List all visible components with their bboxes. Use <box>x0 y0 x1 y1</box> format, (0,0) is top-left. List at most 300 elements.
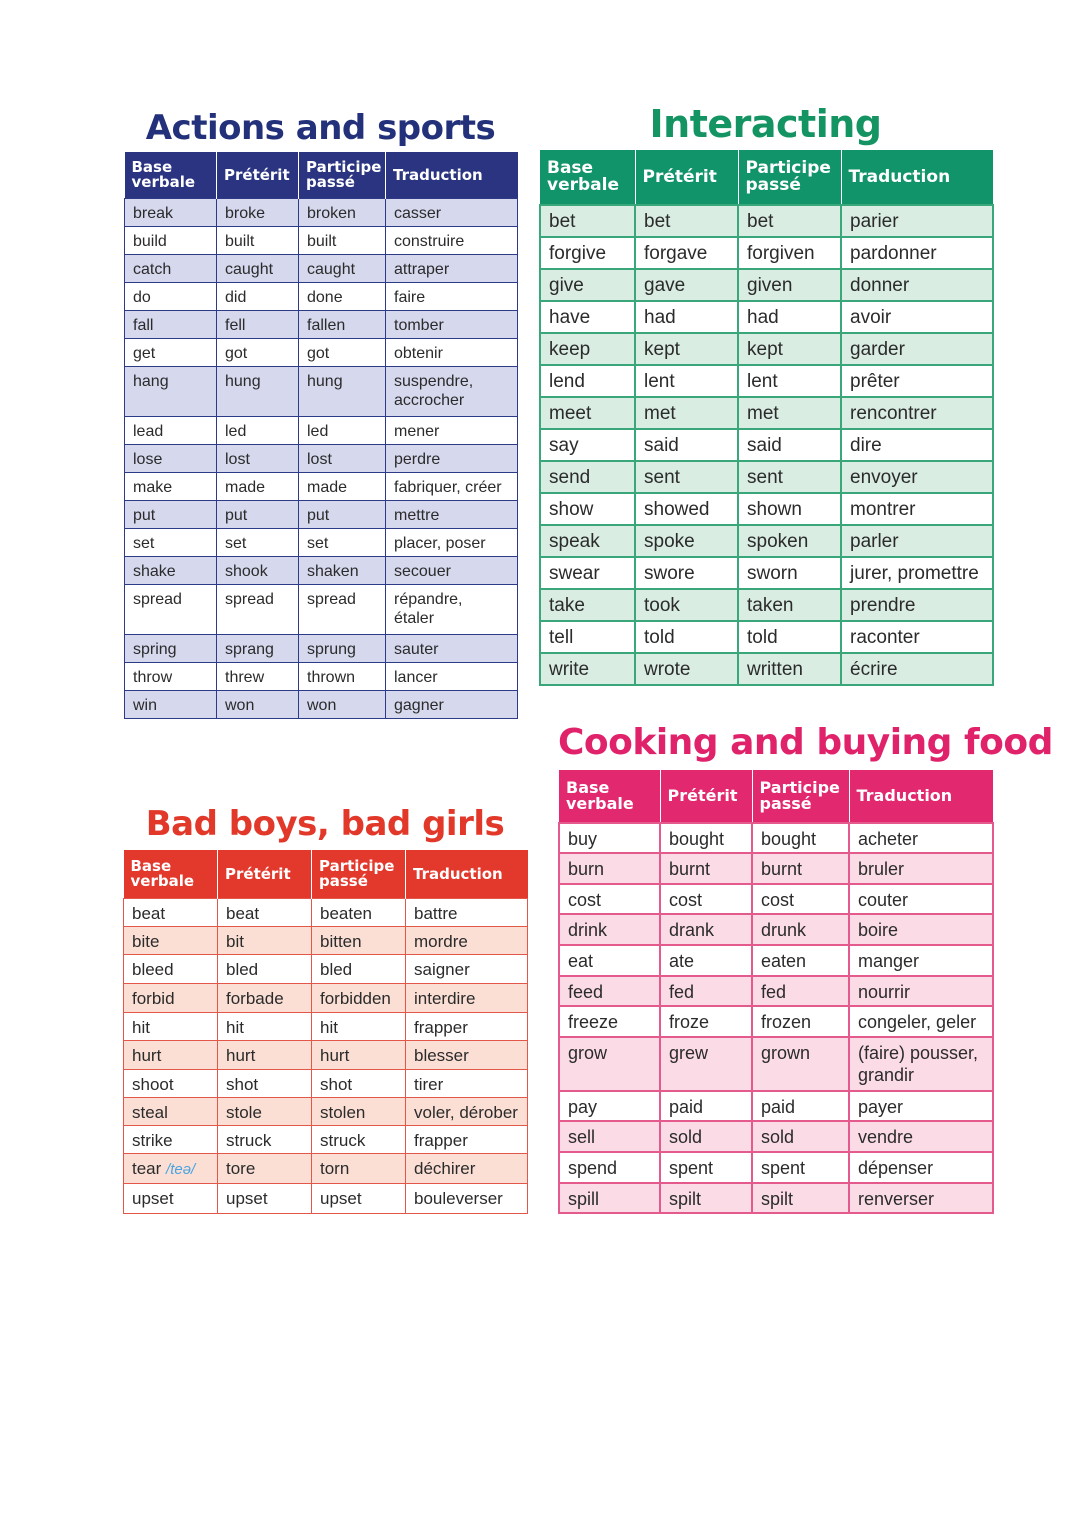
cell-text: dire <box>850 435 882 456</box>
translation-cell <box>386 473 518 501</box>
base-verb-cell <box>124 927 218 955</box>
base-verb-cell <box>559 1006 660 1037</box>
base-verb-cell <box>540 365 635 397</box>
base-verb-cell <box>540 557 635 589</box>
translation-cell <box>386 311 518 339</box>
table-row <box>559 1152 993 1183</box>
cell-text: taken <box>747 595 794 616</box>
table-row <box>125 227 518 255</box>
cell-text: cost <box>669 890 703 910</box>
header-participe-passe: Participe passé <box>738 150 841 205</box>
table-row <box>559 1006 993 1037</box>
translation-cell <box>386 691 518 719</box>
cell-text: bruler <box>858 859 905 879</box>
cell-text: do <box>133 289 151 306</box>
header-traduction: Traduction <box>841 150 993 205</box>
translation-cell <box>386 529 518 557</box>
translation-cell <box>849 1091 993 1121</box>
preterit-cell <box>660 1037 752 1091</box>
translation-cell <box>386 635 518 663</box>
cell-text: spend <box>568 1158 618 1178</box>
section-title: Interacting <box>649 102 882 146</box>
table-row <box>559 1037 993 1091</box>
preterit-cell <box>217 283 299 311</box>
past-participle-cell <box>752 823 849 853</box>
table-row <box>125 199 518 227</box>
cell-text: bleed <box>132 960 174 979</box>
cell-text: bet <box>644 211 671 232</box>
past-participle-cell <box>312 1041 406 1070</box>
cell-text: set <box>133 535 155 552</box>
cell-text: given <box>747 275 793 296</box>
preterit-cell <box>635 205 738 237</box>
verbs-table <box>539 150 994 686</box>
cell-text: mettre <box>394 507 440 524</box>
cell-text: feed <box>568 982 604 1002</box>
table-row <box>125 339 518 367</box>
cell-text: bled <box>226 960 259 979</box>
past-participle-cell <box>738 621 841 653</box>
cell-text: keep <box>549 339 591 360</box>
translation-cell <box>386 283 518 311</box>
table-header-row <box>540 150 993 205</box>
cell-text: cost <box>568 890 602 910</box>
preterit-cell <box>218 1126 312 1154</box>
cell-text: obtenir <box>394 345 443 362</box>
past-participle-cell <box>299 283 386 311</box>
translation-cell <box>406 1126 528 1154</box>
base-verb-cell <box>559 1152 660 1183</box>
base-verb-cell <box>125 227 217 255</box>
header-base-verbale: Base verbale <box>124 850 218 899</box>
cell-text: forbade <box>226 989 284 1008</box>
table-row <box>559 1183 993 1213</box>
table-row <box>540 205 993 237</box>
past-participle-cell <box>738 429 841 461</box>
cell-text: rencontrer <box>850 403 937 424</box>
preterit-cell <box>660 853 752 884</box>
cell-text: bet <box>549 211 576 232</box>
preterit-cell <box>217 529 299 557</box>
cell-text: told <box>747 627 778 648</box>
table-header-row <box>125 152 518 199</box>
translation-cell <box>841 525 993 557</box>
cell-text: hang <box>133 373 169 390</box>
table-row <box>540 269 993 301</box>
cell-text: made <box>307 479 348 496</box>
table-row <box>540 397 993 429</box>
cell-text: bitten <box>320 932 362 951</box>
cell-text: cost <box>761 890 795 910</box>
base-verb-cell <box>125 445 217 473</box>
cell-text: have <box>549 307 591 328</box>
cell-text: bet <box>747 211 774 232</box>
cell-text: write <box>549 659 590 680</box>
translation-cell <box>406 899 528 927</box>
cell-text: sprung <box>307 641 356 658</box>
base-verb-cell <box>125 585 217 635</box>
preterit-cell <box>635 269 738 301</box>
past-participle-cell <box>312 1013 406 1041</box>
cell-text: payer <box>858 1097 904 1117</box>
translation-cell <box>849 884 993 914</box>
preterit-cell <box>218 1184 312 1214</box>
header-participe-passe: Participe passé <box>299 152 386 199</box>
cell-text: vendre <box>858 1127 914 1147</box>
past-participle-cell <box>312 1098 406 1126</box>
translation-cell <box>386 367 518 417</box>
cell-text: lend <box>549 371 585 392</box>
base-verb-cell <box>125 635 217 663</box>
translation-cell <box>841 589 993 621</box>
past-participle-cell <box>752 1183 849 1213</box>
cell-text: mener <box>394 423 440 440</box>
translation-cell <box>841 205 993 237</box>
cell-text: froze <box>669 1012 710 1032</box>
past-participle-cell <box>299 339 386 367</box>
verbs-table <box>123 850 528 1214</box>
translation-cell <box>406 927 528 955</box>
base-verb-cell <box>124 1154 218 1184</box>
cell-text: fell <box>225 317 246 334</box>
base-verb-cell <box>540 493 635 525</box>
past-participle-cell <box>299 635 386 663</box>
table-row <box>125 367 518 417</box>
preterit-cell <box>218 1013 312 1041</box>
cell-text: throw <box>133 669 173 686</box>
translation-cell <box>386 501 518 529</box>
cell-text: congeler, geler <box>858 1012 977 1032</box>
cell-text: put <box>225 507 248 524</box>
table-row <box>124 1098 528 1126</box>
cell-text: hit <box>320 1018 338 1037</box>
past-participle-cell <box>752 914 849 945</box>
header-traduction: Traduction <box>386 152 518 199</box>
cell-text: met <box>747 403 779 424</box>
cell-text: wrote <box>644 659 691 680</box>
preterit-cell <box>218 927 312 955</box>
translation-cell <box>406 1041 528 1070</box>
past-participle-cell <box>299 663 386 691</box>
cell-text: bit <box>226 932 244 951</box>
header-traduction: Traduction <box>849 770 993 823</box>
cell-text: spread <box>225 591 274 608</box>
cell-text: forgiven <box>747 243 815 264</box>
table-row <box>540 525 993 557</box>
cell-text: prendre <box>850 595 916 616</box>
past-participle-cell <box>752 1091 849 1121</box>
cell-text: garder <box>850 339 905 360</box>
base-verb-cell <box>540 525 635 557</box>
table-row <box>559 1091 993 1121</box>
translation-cell <box>849 1006 993 1037</box>
translation-cell <box>406 1013 528 1041</box>
past-participle-cell <box>738 301 841 333</box>
cell-text: said <box>644 435 679 456</box>
table-row <box>540 653 993 685</box>
past-participle-cell <box>752 884 849 914</box>
cell-text: couter <box>858 890 909 910</box>
preterit-cell <box>635 301 738 333</box>
cell-text: spoke <box>644 531 695 552</box>
table-row <box>125 529 518 557</box>
table-row <box>540 557 993 589</box>
base-verb-cell <box>124 984 218 1013</box>
header-base-verbale: Base verbale <box>559 770 660 823</box>
cell-text: forbid <box>132 989 175 1008</box>
preterit-cell <box>218 1098 312 1126</box>
preterit-cell <box>635 237 738 269</box>
past-participle-cell <box>312 899 406 927</box>
table-row <box>125 585 518 635</box>
header-preterit: Prétérit <box>218 850 312 899</box>
preterit-cell <box>660 1183 752 1213</box>
cell-text: set <box>307 535 329 552</box>
table-row <box>125 501 518 529</box>
preterit-cell <box>218 1070 312 1098</box>
table-row <box>559 823 993 853</box>
translation-cell <box>849 976 993 1006</box>
base-verb-cell <box>124 1184 218 1214</box>
translation-cell <box>841 269 993 301</box>
cell-text: struck <box>320 1131 366 1150</box>
cell-text: kept <box>747 339 783 360</box>
cell-text: envoyer <box>850 467 918 488</box>
verbs-table <box>124 152 518 719</box>
cell-text: spilt <box>669 1189 702 1209</box>
cell-text: tore <box>226 1159 256 1178</box>
cell-text: grow <box>568 1043 608 1063</box>
cell-text: got <box>225 345 248 362</box>
past-participle-cell <box>738 269 841 301</box>
cell-text: caught <box>307 261 356 278</box>
base-verb-cell <box>124 1013 218 1041</box>
translation-cell <box>386 199 518 227</box>
base-verb-cell <box>540 397 635 429</box>
preterit-cell <box>635 621 738 653</box>
past-participle-cell <box>738 525 841 557</box>
cell-text: tell <box>549 627 574 648</box>
cell-text: torn <box>320 1159 350 1178</box>
translation-cell <box>386 227 518 255</box>
preterit-cell <box>660 1091 752 1121</box>
preterit-cell <box>218 899 312 927</box>
cell-text: done <box>307 289 343 306</box>
table-row <box>125 417 518 445</box>
preterit-cell <box>217 635 299 663</box>
cell-text: mordre <box>414 932 468 951</box>
cell-text: (faire) pousser, grandir <box>858 1043 979 1085</box>
preterit-cell <box>217 339 299 367</box>
preterit-cell <box>660 976 752 1006</box>
cell-text: fabriquer, créer <box>394 479 502 496</box>
translation-cell <box>406 1184 528 1214</box>
cell-text: fed <box>669 982 695 1002</box>
translation-cell <box>386 255 518 283</box>
table-header-row <box>559 770 993 823</box>
cell-text: frozen <box>761 1012 812 1032</box>
table-row <box>124 1184 528 1214</box>
cell-text: got <box>307 345 330 362</box>
cell-text: écrire <box>850 659 898 680</box>
base-verb-cell <box>125 199 217 227</box>
past-participle-cell <box>738 365 841 397</box>
translation-cell <box>386 339 518 367</box>
table-row <box>559 914 993 945</box>
preterit-cell <box>218 1041 312 1070</box>
cell-text: grown <box>761 1043 811 1063</box>
past-participle-cell <box>738 237 841 269</box>
cell-text: casser <box>394 205 442 222</box>
cell-text: jurer, promettre <box>850 563 979 584</box>
preterit-cell <box>217 691 299 719</box>
past-participle-cell <box>299 585 386 635</box>
table-row <box>124 1041 528 1070</box>
table-row <box>125 635 518 663</box>
cell-text: lead <box>133 423 164 440</box>
translation-cell <box>386 557 518 585</box>
cell-text: made <box>225 479 266 496</box>
cell-text: dépenser <box>858 1158 934 1178</box>
cell-text: spent <box>761 1158 806 1178</box>
base-verb-cell <box>559 914 660 945</box>
cell-text: boire <box>858 920 899 940</box>
cell-text: suspendre, accrocher <box>394 373 474 410</box>
cell-text: won <box>225 697 255 714</box>
cell-text: beat <box>132 904 166 923</box>
cell-text: burn <box>568 859 605 879</box>
cell-text: break <box>133 205 174 222</box>
base-verb-cell <box>125 557 217 585</box>
past-participle-cell <box>738 653 841 685</box>
cell-text: sworn <box>747 563 798 584</box>
past-participle-cell <box>299 311 386 339</box>
cell-text: parier <box>850 211 899 232</box>
cell-text: meet <box>549 403 592 424</box>
translation-cell <box>841 429 993 461</box>
preterit-cell <box>660 1152 752 1183</box>
cell-text: eaten <box>761 951 807 971</box>
translation-cell <box>406 1070 528 1098</box>
cell-text: sell <box>568 1127 596 1147</box>
preterit-cell <box>635 397 738 429</box>
cell-text: shot <box>320 1075 353 1094</box>
base-verb-cell <box>125 529 217 557</box>
preterit-cell <box>660 914 752 945</box>
cell-text: fallen <box>307 317 346 334</box>
table-row <box>124 899 528 927</box>
cell-text: fall <box>133 317 154 334</box>
header-participe-passe: Participe passé <box>752 770 849 823</box>
cell-text: avoir <box>850 307 892 328</box>
preterit-cell <box>217 473 299 501</box>
cell-text: acheter <box>858 829 919 849</box>
table-row <box>540 333 993 365</box>
preterit-cell <box>635 461 738 493</box>
past-participle-cell <box>312 1154 406 1184</box>
cell-text: spill <box>568 1189 600 1209</box>
cell-text: blesser <box>414 1046 469 1065</box>
cell-text: bought <box>669 829 725 849</box>
translation-cell <box>849 1037 993 1091</box>
preterit-cell <box>218 984 312 1013</box>
cell-text: thrown <box>307 669 356 686</box>
translation-cell <box>849 1152 993 1183</box>
cell-text: saigner <box>414 960 470 979</box>
cell-text: get <box>133 345 156 362</box>
table-row <box>559 884 993 914</box>
cell-text: freeze <box>568 1012 619 1032</box>
cell-text: spilt <box>761 1189 794 1209</box>
cell-text: sprang <box>225 641 274 658</box>
cell-text: swear <box>549 563 600 584</box>
cell-text: threw <box>225 669 265 686</box>
header-base-verbale: Base verbale <box>125 152 217 199</box>
base-verb-cell <box>559 1091 660 1121</box>
cell-text: broke <box>225 205 266 222</box>
cell-text: drunk <box>761 920 807 940</box>
table-row <box>559 976 993 1006</box>
cell-text: send <box>549 467 591 488</box>
past-participle-cell <box>312 955 406 984</box>
cell-text: win <box>133 697 158 714</box>
translation-cell <box>841 493 993 525</box>
base-verb-cell <box>540 205 635 237</box>
base-verb-cell <box>559 823 660 853</box>
base-verb-cell <box>540 269 635 301</box>
cell-text: lent <box>747 371 778 392</box>
table-row <box>124 1154 528 1184</box>
cell-text: grew <box>669 1043 709 1063</box>
base-verb-cell <box>124 899 218 927</box>
cell-text: told <box>644 627 675 648</box>
table-row <box>124 955 528 984</box>
past-participle-cell <box>738 493 841 525</box>
base-verb-cell <box>540 333 635 365</box>
translation-cell <box>841 237 993 269</box>
header-preterit: Prétérit <box>660 770 752 823</box>
cell-text: hurt <box>320 1046 350 1065</box>
past-participle-cell <box>752 1121 849 1152</box>
cell-text: strike <box>132 1131 173 1150</box>
cell-text: hit <box>132 1018 150 1037</box>
translation-cell <box>841 333 993 365</box>
table-row <box>124 1070 528 1098</box>
cell-text: shown <box>747 499 802 520</box>
table-row <box>125 445 518 473</box>
past-participle-cell <box>738 461 841 493</box>
cell-text: built <box>225 233 255 250</box>
base-verb-cell <box>125 691 217 719</box>
header-participe-passe: Participe passé <box>312 850 406 899</box>
preterit-cell <box>660 884 752 914</box>
table-row <box>125 663 518 691</box>
cell-text: did <box>225 289 247 306</box>
base-verb-cell <box>124 1070 218 1098</box>
cell-text: struck <box>226 1131 272 1150</box>
past-participle-cell <box>752 976 849 1006</box>
preterit-cell <box>635 333 738 365</box>
cell-text: répandre, étaler <box>394 591 463 628</box>
preterit-cell <box>217 227 299 255</box>
cell-text: gagner <box>394 697 444 714</box>
translation-cell <box>386 663 518 691</box>
base-verb-cell <box>125 417 217 445</box>
cell-text: upset <box>226 1189 268 1208</box>
base-verb-cell <box>559 1121 660 1152</box>
base-verb-cell <box>125 255 217 283</box>
preterit-cell <box>660 823 752 853</box>
